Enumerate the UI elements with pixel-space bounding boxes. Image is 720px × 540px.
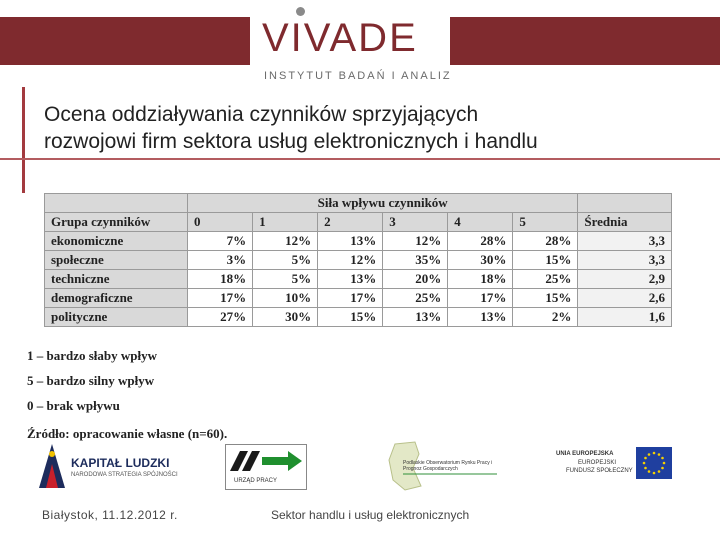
table-cell-average: 2,9 — [578, 270, 672, 289]
table-cell: 12% — [318, 251, 383, 270]
table-cell: 27% — [188, 308, 253, 327]
column-header: 1 — [253, 213, 318, 232]
table-cell: 7% — [188, 232, 253, 251]
table-cell: 17% — [448, 289, 513, 308]
source-note: Źródło: opracowanie własne (n=60). — [27, 426, 228, 441]
table-span-header: Siła wpływu czynników — [188, 194, 578, 213]
row-group-label: społeczne — [45, 251, 188, 270]
table-row — [45, 270, 672, 289]
table-cell: 25% — [383, 289, 448, 308]
table-cell: 28% — [513, 232, 578, 251]
table-row — [45, 289, 672, 308]
table-cell: 5% — [253, 270, 318, 289]
table-cell: 18% — [188, 270, 253, 289]
table-cell-average: 3,3 — [578, 232, 672, 251]
table-cell: 18% — [448, 270, 513, 289]
legend-item: 1 – bardzo słaby wpływ — [27, 348, 158, 363]
table-cell: 3% — [188, 251, 253, 270]
eu-line-2: EUROPEJSKI — [578, 460, 617, 466]
table-row — [45, 232, 672, 251]
table-cell: 35% — [383, 251, 448, 270]
table-cell: 13% — [318, 270, 383, 289]
table-cell: 20% — [383, 270, 448, 289]
column-header: 3 — [383, 213, 448, 232]
table-header-row-1 — [45, 194, 672, 213]
accent-horizontal-line — [0, 158, 720, 160]
urzad-pracy-label: URZĄD PRACY — [234, 478, 278, 484]
eu-line-1: UNIA EUROPEJSKA — [556, 451, 614, 457]
accent-vertical-line — [22, 87, 25, 193]
table-cell: 13% — [383, 308, 448, 327]
brand-tagline: INSTYTUT BADAŃ I ANALIZ — [264, 70, 452, 82]
table-cell: 12% — [383, 232, 448, 251]
column-header: 0 — [188, 213, 253, 232]
footer-date: Białystok, 11.12.2012 r. — [42, 508, 178, 522]
table-cell-average: 3,3 — [578, 251, 672, 270]
table-cell-average: 1,6 — [578, 308, 672, 327]
column-header: 5 — [513, 213, 578, 232]
kapital-ludzki-subtitle: NARODOWA STRATEGIA SPÓJNOŚCI — [71, 472, 178, 478]
kapital-ludzki-logo — [37, 440, 187, 490]
eu-line-3: FUNDUSZ SPOŁECZNY — [566, 468, 633, 474]
legend-item: 5 – bardzo silny wpływ — [27, 373, 155, 388]
column-header: 4 — [448, 213, 513, 232]
table-cell: 15% — [513, 251, 578, 270]
urzad-pracy-logo — [225, 444, 307, 490]
table-cell: 12% — [253, 232, 318, 251]
row-group-label: ekonomiczne — [45, 232, 188, 251]
row-group-label: techniczne — [45, 270, 188, 289]
row-group-label: polityczne — [45, 308, 188, 327]
podlaskie-obserwatorium-logo — [385, 440, 500, 492]
table-cell: 13% — [318, 232, 383, 251]
table-cell: 5% — [253, 251, 318, 270]
eu-fund-logo — [548, 445, 674, 483]
column-header: Grupa czynników — [45, 213, 188, 232]
table-cell: 15% — [513, 289, 578, 308]
table-header-empty — [45, 194, 188, 213]
column-header: Średnia — [578, 213, 672, 232]
legend-item: 0 – brak wpływu — [27, 398, 120, 413]
urzad-pracy-arrow-icon — [226, 445, 306, 477]
column-header: 2 — [318, 213, 383, 232]
table-row — [45, 251, 672, 270]
brand-logo: VIVADE — [262, 16, 418, 60]
table-cell: 28% — [448, 232, 513, 251]
table-cell: 13% — [448, 308, 513, 327]
kapital-ludzki-emblem-icon — [37, 440, 67, 490]
table-row — [45, 308, 672, 327]
table-cell: 17% — [318, 289, 383, 308]
title-line-2: rozwojowi firm sektora usług elektronicznych i handlu — [44, 130, 538, 153]
row-group-label: demograficzne — [45, 289, 188, 308]
kapital-ludzki-title: KAPITAŁ LUDZKI — [71, 456, 170, 470]
table-cell: 25% — [513, 270, 578, 289]
table-cell: 10% — [253, 289, 318, 308]
slide-title — [44, 101, 684, 155]
scale-legend — [27, 343, 157, 418]
table-cell: 17% — [188, 289, 253, 308]
impact-table — [44, 193, 672, 327]
table-cell: 2% — [513, 308, 578, 327]
table-header-empty — [578, 194, 672, 213]
footer-section-title: Sektor handlu i usług elektronicznych — [271, 508, 470, 522]
table-header-row-2 — [45, 213, 672, 232]
title-line-1: Ocena oddziaływania czynników sprzyjających — [44, 103, 479, 126]
table-cell: 30% — [448, 251, 513, 270]
table-cell-average: 2,6 — [578, 289, 672, 308]
table-cell: 30% — [253, 308, 318, 327]
podlaskie-label: Podlaskie Obserwatorium Rynku Pracy i Prognoz Gospodarczych — [403, 460, 493, 472]
table-cell: 15% — [318, 308, 383, 327]
eu-flag-icon — [636, 447, 672, 479]
